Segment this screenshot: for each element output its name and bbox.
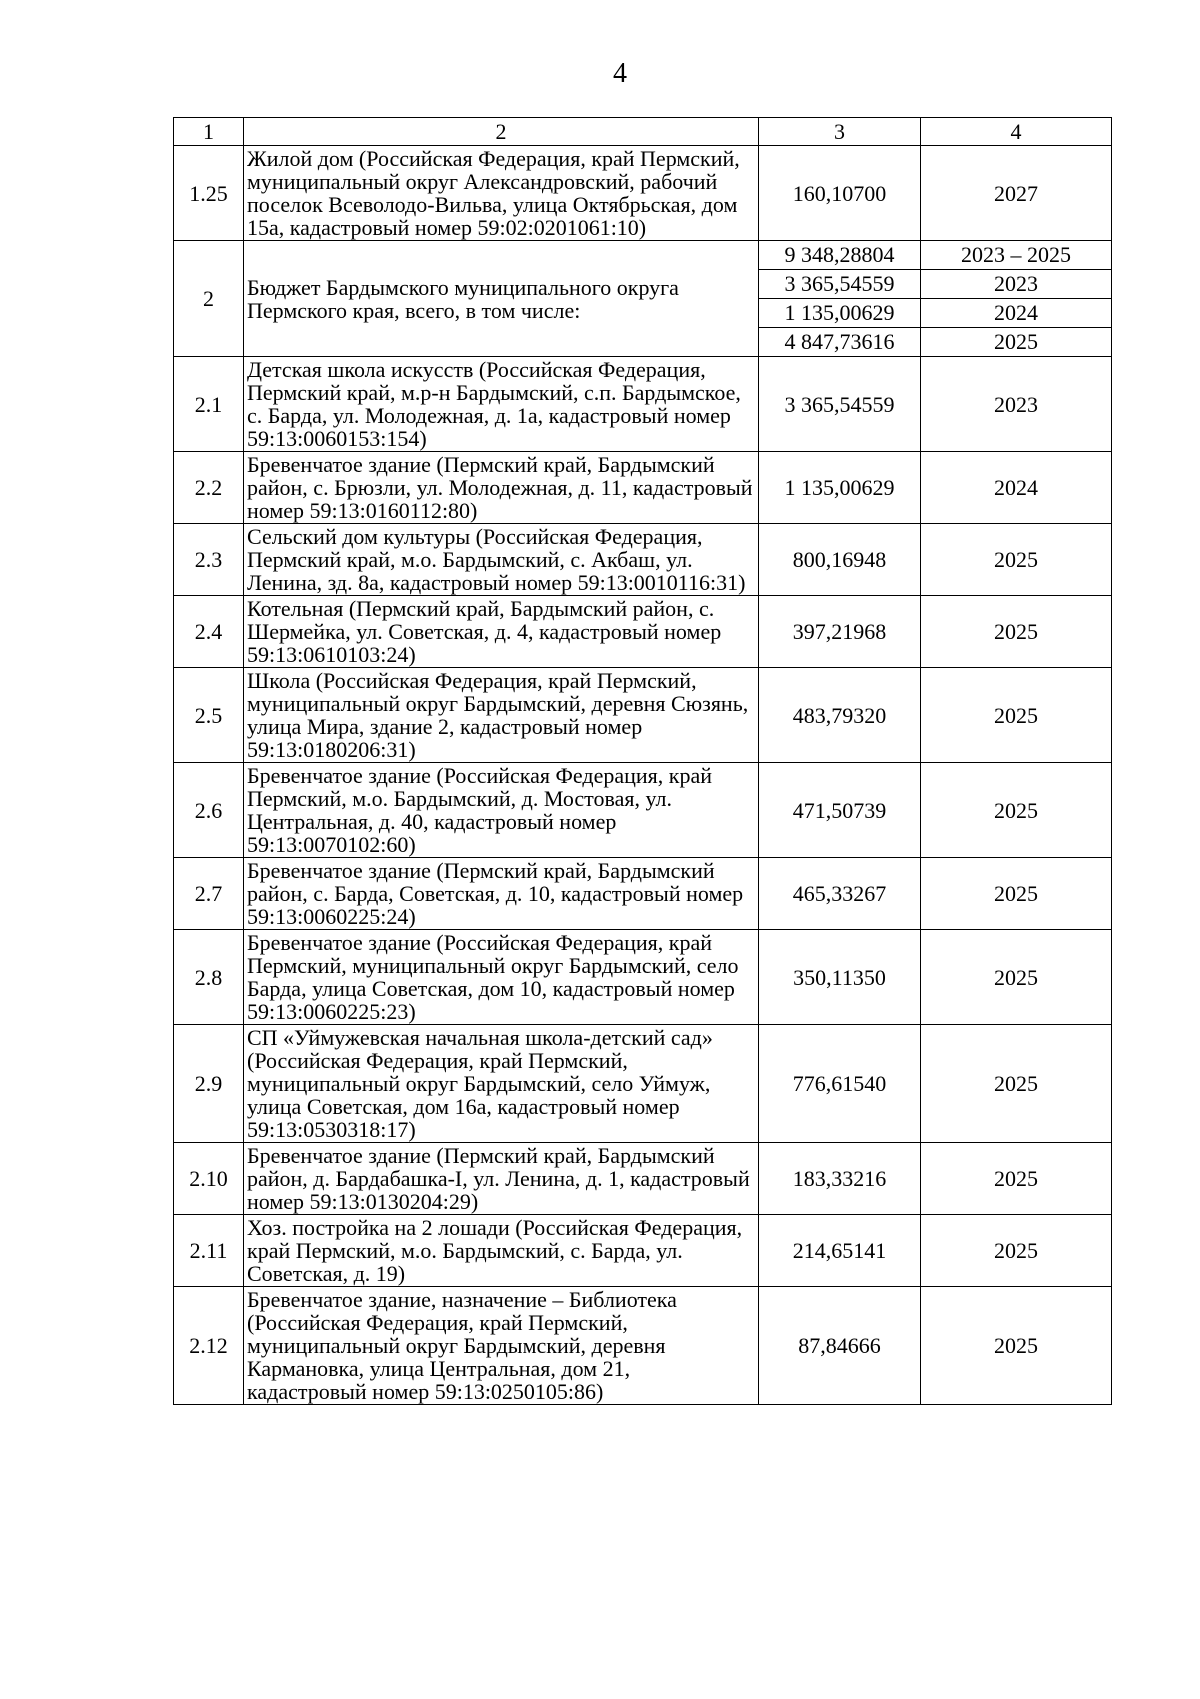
- row-year: 2025: [921, 668, 1112, 763]
- table-row: [174, 668, 1112, 763]
- row-number: 2.12: [174, 1287, 244, 1405]
- table-row: [174, 452, 1112, 524]
- row-year: 2025: [921, 858, 1112, 930]
- page-number: 4: [613, 58, 627, 89]
- row-amount: 483,79320: [759, 668, 921, 763]
- row-amount: 214,65141: [759, 1215, 921, 1287]
- header-col-4: 4: [921, 118, 1112, 146]
- row-amount: 160,10700: [759, 146, 921, 241]
- row-number: 2.1: [174, 357, 244, 452]
- row-amount: 183,33216: [759, 1143, 921, 1215]
- header-col-1: 1: [174, 118, 244, 146]
- row-description: Бревенчатое здание (Пермский край, Бардымский район, д. Бардабашка-I, ул. Ленина, д. 1, кадастровый номер 59:13:0130204:29): [244, 1143, 759, 1215]
- row-number: 2.2: [174, 452, 244, 524]
- row-number: 2.4: [174, 596, 244, 668]
- table-row: [174, 357, 1112, 452]
- row-amount: 776,61540: [759, 1025, 921, 1143]
- table-row: [174, 1025, 1112, 1143]
- row-year: 2023: [921, 357, 1112, 452]
- row-number: 2.6: [174, 763, 244, 858]
- header-col-2: 2: [244, 118, 759, 146]
- budget-amount: 9 348,28804: [759, 241, 921, 270]
- row-description: Бревенчатое здание (Пермский край, Бардымский район, с. Барда, Советская, д. 10, кадастровый номер 59:13:0060225:24): [244, 858, 759, 930]
- row-year: 2025: [921, 930, 1112, 1025]
- row-year: 2025: [921, 1215, 1112, 1287]
- row-number: 2.5: [174, 668, 244, 763]
- row-year: 2025: [921, 763, 1112, 858]
- row-year: 2025: [921, 1143, 1112, 1215]
- budget-year: 2024: [921, 299, 1112, 328]
- row-amount: 3 365,54559: [759, 357, 921, 452]
- row-number: 2.11: [174, 1215, 244, 1287]
- table-row: [174, 1215, 1112, 1287]
- objects-table: [173, 117, 1112, 1405]
- budget-year: 2023: [921, 270, 1112, 299]
- budget-amount: 4 847,73616: [759, 328, 921, 357]
- row-description: Котельная (Пермский край, Бардымский район, с. Шермейка, ул. Советская, д. 4, кадастровый номер 59:13:0610103:24): [244, 596, 759, 668]
- row-description: Детская школа искусств (Российская Федерация, Пермский край, м.р-н Бардымский, с.п. Бардымское, с. Барда, ул. Молодежная, д. 1а, кадастровый номер 59:13:0060153:154): [244, 357, 759, 452]
- table-row: [174, 1287, 1112, 1405]
- row-description: Бревенчатое здание (Российская Федерация, край Пермский, м.о. Бардымский, д. Мостовая, ул. Центральная, д. 40, кадастровый номер 59:13:0070102:60): [244, 763, 759, 858]
- row-number: 2.8: [174, 930, 244, 1025]
- table-row: [174, 524, 1112, 596]
- row-description: Бревенчатое здание (Российская Федерация, край Пермский, муниципальный округ Бардымский, село Барда, улица Советская, дом 10, кадастровый номер 59:13:0060225:23): [244, 930, 759, 1025]
- row-number: 2.10: [174, 1143, 244, 1215]
- table-row: [174, 1143, 1112, 1215]
- row-amount: 1 135,00629: [759, 452, 921, 524]
- row-number: 2.9: [174, 1025, 244, 1143]
- row-amount: 471,50739: [759, 763, 921, 858]
- row-description: Школа (Российская Федерация, край Пермский, муниципальный округ Бардымский, деревня Сюзянь, улица Мира, здание 2, кадастровый номер 59:13:0180206:31): [244, 668, 759, 763]
- row-description: Бревенчатое здание (Пермский край, Бардымский район, с. Брюзли, ул. Молодежная, д. 11, кадастровый номер 59:13:0160112:80): [244, 452, 759, 524]
- row-year: 2025: [921, 524, 1112, 596]
- row-year: 2025: [921, 1025, 1112, 1143]
- budget-year: 2025: [921, 328, 1112, 357]
- budget-row: [174, 241, 1112, 270]
- row-number: 2.7: [174, 858, 244, 930]
- row-description: Сельский дом культуры (Российская Федерация, Пермский край, м.о. Бардымский, с. Акбаш, ул. Ленина, зд. 8а, кадастровый номер 59:13:0010116:31): [244, 524, 759, 596]
- table-row: [174, 930, 1112, 1025]
- row-description: СП «Уймужевская начальная школа-детский сад» (Российская Федерация, край Пермский, муниципальный округ Бардымский, село Уймуж, улица Советская, дом 16а, кадастровый номер 59:13:0530318:17): [244, 1025, 759, 1143]
- header-col-3: 3: [759, 118, 921, 146]
- row-amount: 465,33267: [759, 858, 921, 930]
- row-description: Жилой дом (Российская Федерация, край Пермский, муниципальный округ Александровский, рабочий поселок Всеволодо-Вильва, улица Октябрьская, дом 15а, кадастровый номер 59:02:0201061:10): [244, 146, 759, 241]
- row-number: 2.3: [174, 524, 244, 596]
- budget-amount: 1 135,00629: [759, 299, 921, 328]
- table-row: [174, 763, 1112, 858]
- row-year: 2025: [921, 1287, 1112, 1405]
- row-year: 2024: [921, 452, 1112, 524]
- budget-year: 2023 – 2025: [921, 241, 1112, 270]
- row-year: 2027: [921, 146, 1112, 241]
- table-row: [174, 146, 1112, 241]
- row-year: 2025: [921, 596, 1112, 668]
- row-amount: 800,16948: [759, 524, 921, 596]
- row-amount: 350,11350: [759, 930, 921, 1025]
- row-description: Хоз. постройка на 2 лошади (Российская Федерация, край Пермский, м.о. Бардымский, с. Барда, ул. Советская, д. 19): [244, 1215, 759, 1287]
- row-amount: 87,84666: [759, 1287, 921, 1405]
- budget-number: 2: [174, 241, 244, 357]
- table-row: [174, 858, 1112, 930]
- budget-description: Бюджет Бардымского муниципального округа Пермского края, всего, в том числе:: [244, 241, 759, 357]
- table-row: [174, 596, 1112, 668]
- budget-amount: 3 365,54559: [759, 270, 921, 299]
- table-header-row: [174, 118, 1112, 146]
- row-number: 1.25: [174, 146, 244, 241]
- row-description: Бревенчатое здание, назначение – Библиотека (Российская Федерация, край Пермский, муниципальный округ Бардымский, деревня Кармановка, улица Центральная, дом 21, кадастровый номер 59:13:0250105:86): [244, 1287, 759, 1405]
- row-amount: 397,21968: [759, 596, 921, 668]
